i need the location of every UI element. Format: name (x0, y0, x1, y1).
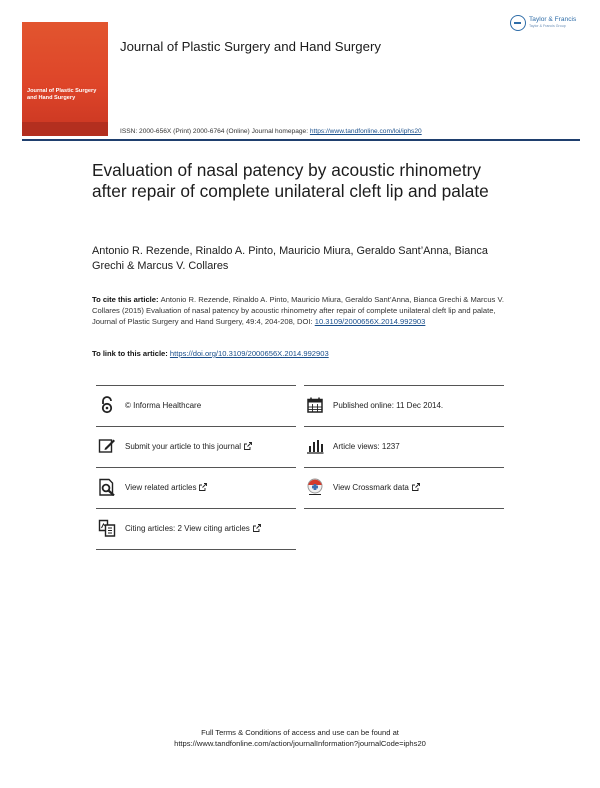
divider (304, 508, 504, 509)
submit-article-label: Submit your article to this journal (125, 441, 242, 451)
divider (96, 549, 296, 550)
crossmark-link[interactable] (306, 477, 420, 497)
submit-article-link[interactable] (98, 436, 252, 456)
article-views-info (306, 436, 400, 456)
divider (304, 426, 504, 427)
document-search-icon (98, 478, 116, 496)
issn-line (120, 128, 422, 135)
publisher-logo-tagline: Taylor & Francis Group (529, 24, 566, 28)
journal-title: Journal of Plastic Surgery and Hand Surgery (120, 39, 381, 54)
citation-doi-link[interactable]: 10.3109/2000656X.2014.992903 (314, 317, 426, 326)
calendar-icon (306, 396, 324, 414)
related-articles-link[interactable] (98, 477, 207, 497)
divider (96, 426, 296, 427)
header-divider (22, 139, 580, 141)
divider (96, 467, 296, 468)
article-doi-link[interactable]: https://doi.org/10.3109/2000656X.2014.992903 (169, 349, 329, 358)
citing-articles-label: Citing articles: 2 View citing articles (125, 523, 250, 533)
crossmark-icon (306, 478, 324, 496)
external-link-icon (253, 524, 261, 532)
published-info (306, 395, 443, 415)
published-date: Published online: 11 Dec 2014. (333, 400, 444, 410)
footer-terms: Full Terms & Conditions of access and use can be found at (201, 728, 399, 737)
journal-cover-image (22, 22, 108, 136)
publisher-logo-text: Taylor & Francis (529, 16, 577, 23)
article-link-line (92, 349, 329, 358)
divider (96, 385, 296, 386)
external-link-icon (244, 442, 252, 450)
citation-label: To cite this article: (92, 295, 161, 304)
divider (96, 508, 296, 509)
edit-icon (98, 437, 116, 455)
external-link-icon (412, 483, 420, 491)
journal-homepage-link[interactable]: https://www.tandfonline.com/loi/iphs20 (309, 128, 422, 135)
divider (304, 467, 504, 468)
citation-text: Antonio R. Rezende, Rinaldo A. Pinto, Mauricio Miura, Geraldo Sant’Anna, Bianca Grechi & Marcus V. Collares (2015) Evaluation of nasal patency by acoustic rhinometry after repair of complete unilateral cleft lip and palate, Journal of Plastic Surgery and Hand Surgery, 49:4, 204-208, DOI: (92, 295, 504, 326)
publisher-logo[interactable] (510, 14, 586, 36)
footer-terms-url[interactable]: https://www.tandfonline.com/action/journalInformation?journalCode=iphs20 (174, 739, 426, 748)
divider (304, 385, 504, 386)
copyright-text: © Informa Healthcare (125, 400, 202, 410)
related-articles-label: View related articles (125, 482, 197, 492)
publisher-logo-icon (510, 15, 526, 31)
issn-text: ISSN: 2000-656X (Print) 2000-6764 (Online) Journal homepage: (120, 128, 310, 135)
article-link-label: To link to this article: (92, 349, 170, 358)
citation-block (92, 294, 512, 327)
external-link-icon (199, 483, 207, 491)
cover-title: Journal of Plastic Surgery and Hand Surgery (27, 88, 97, 101)
copyright-info (98, 395, 201, 415)
cover-bottom-band (22, 122, 108, 136)
open-access-icon (98, 396, 116, 414)
crossmark-label: View Crossmark data (333, 482, 409, 492)
article-views-text: Article views: 1237 (333, 441, 400, 451)
citing-articles-icon (98, 519, 116, 537)
citing-articles-link[interactable] (98, 518, 261, 538)
bar-chart-icon (306, 437, 324, 455)
article-authors: Antonio R. Rezende, Rinaldo A. Pinto, Mauricio Miura, Geraldo Sant’Anna, Bianca Grechi & Marcus V. Collares (92, 245, 488, 273)
article-title: Evaluation of nasal patency by acoustic rhinometry after repair of complete unilateral cleft lip and palate (92, 160, 489, 201)
